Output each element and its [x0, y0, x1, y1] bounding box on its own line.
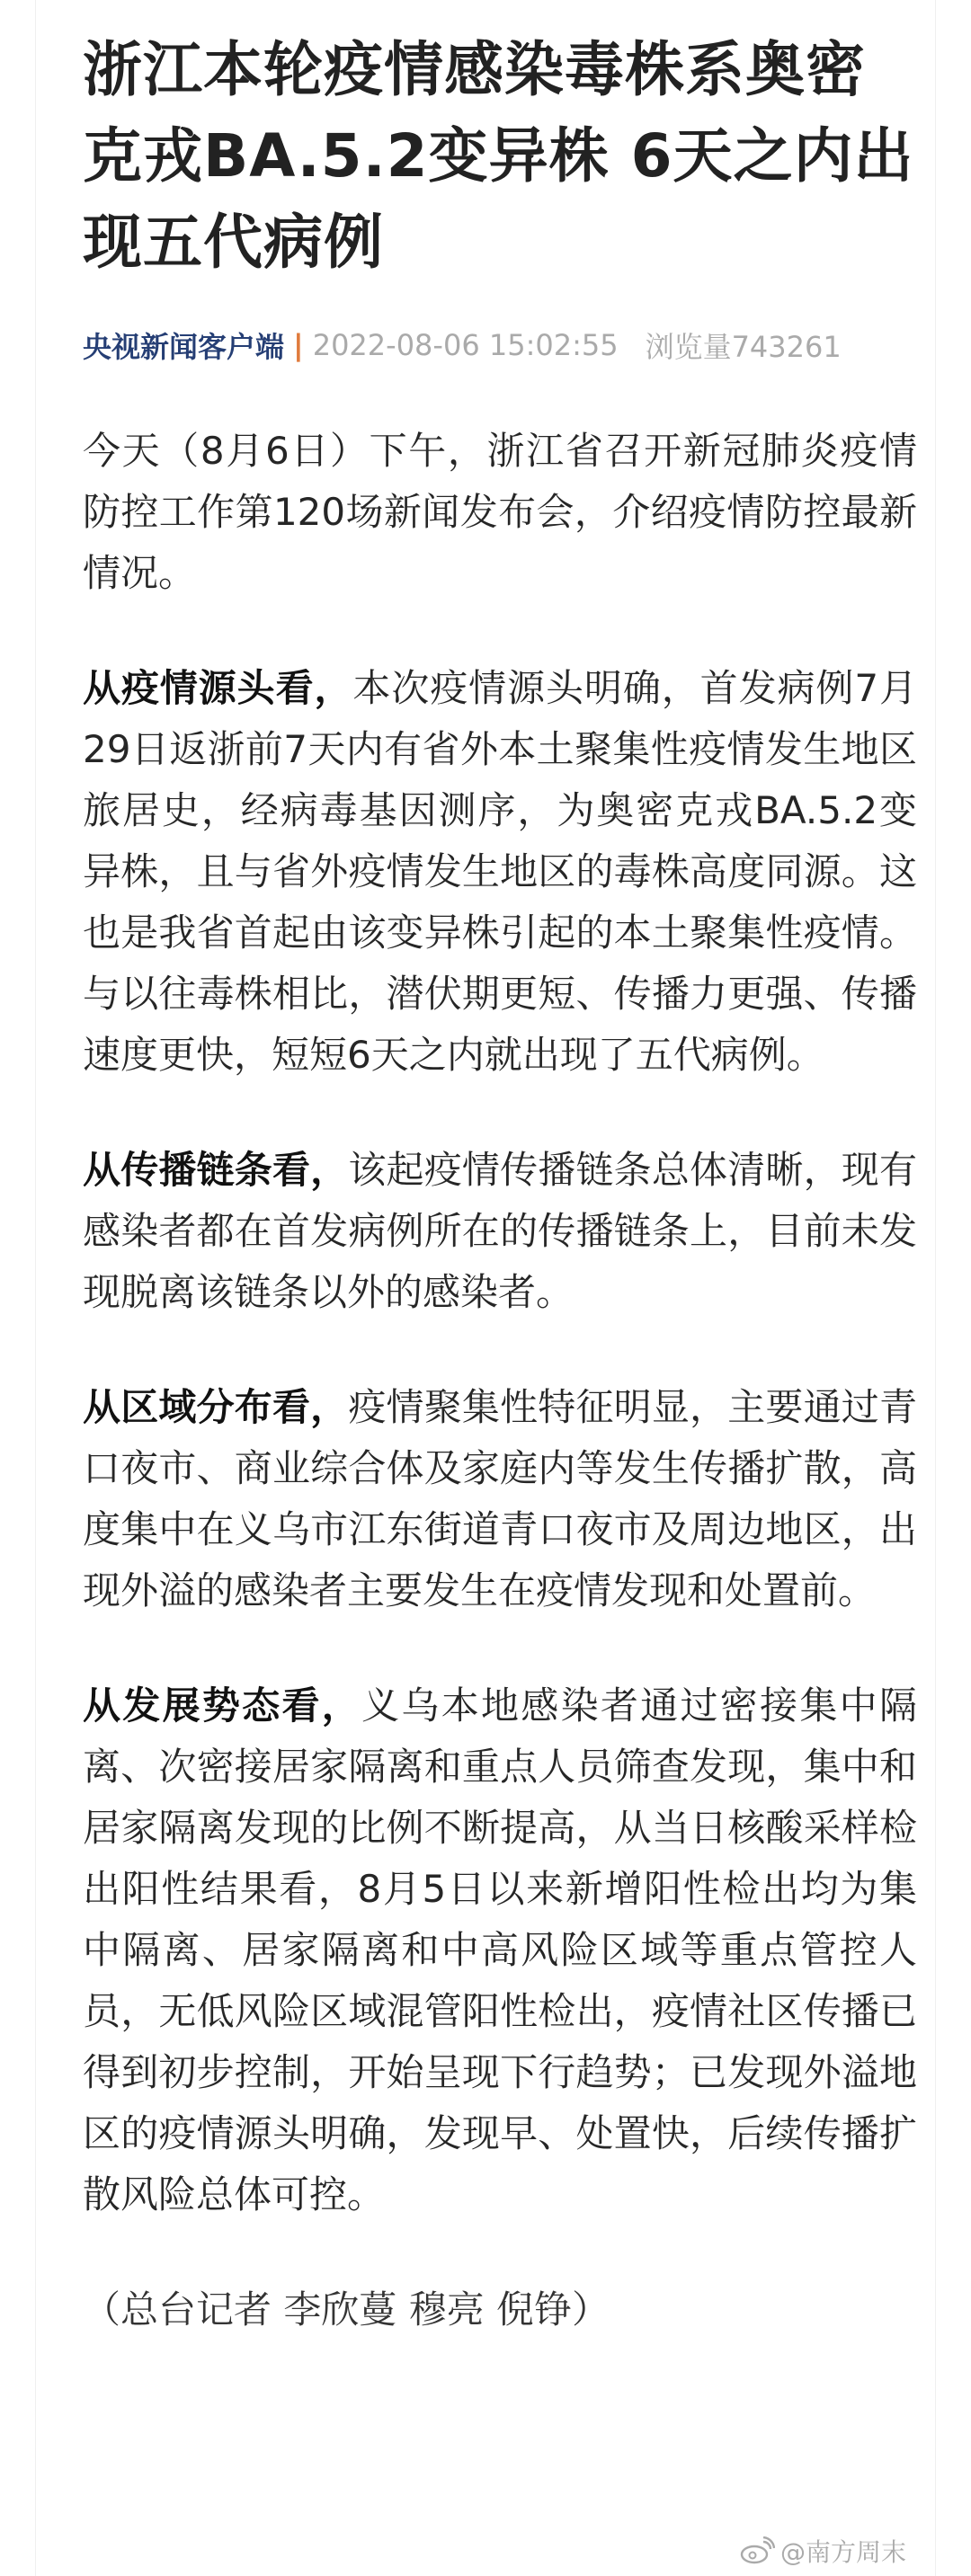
- section-paragraph: [83, 1377, 917, 1621]
- publish-timestamp: 2022-08-06 15:02:55: [312, 328, 619, 362]
- section-body: 该起疫情传播链条总体清晰，现有感染者都在首发病例所在的传播链条上，目前未发现脱离该链条以外的感染者。: [83, 1148, 917, 1314]
- section-lead: 从疫情源头看，: [83, 666, 353, 710]
- section-paragraph: [83, 1140, 917, 1323]
- article-meta: [83, 325, 917, 365]
- section-body: 义乌本地感染者通过密接集中隔离、次密接居家隔离和重点人员筛查发现，集中和居家隔离发现的比例不断提高，从当日核酸采样检出阳性结果看，8月5日以来新增阳性检出均为集中隔离、居家隔离和中高风险区域等重点管控人员，无低风险区域混管阳性检出，疫情社区传播已得到初步控制，开始呈现下行趋势；已发现外溢地区的疫情源头明确，发现早、处置快，后续传播扩散风险总体可控。: [83, 1683, 917, 2216]
- reporter-byline: （总台记者 李欣蔓 穆亮 倪铮）: [83, 2287, 610, 2332]
- article-body: [83, 421, 917, 2341]
- section-body: 本次疫情源头明确，首发病例7月29日返浙前7天内有省外本土聚集性疫情发生地区旅居史，经病毒基因测序，为奥密克戎BA.5.2变异株，且与省外疫情发生地区的毒株高度同源。这也是我省首起由该变异株引起的本土聚集性疫情。与以往毒株相比，潜伏期更短、传播力更强、传播速度更快，短短6天之内就出现了五代病例。: [83, 666, 917, 1077]
- source-name[interactable]: 央视新闻客户端: [83, 330, 285, 364]
- section-body: 疫情聚集性特征明显，主要通过青口夜市、商业综合体及家庭内等发生传播扩散，高度集中在义乌市江东街道青口夜市及周边地区，出现外溢的感染者主要发生在疫情发现和处置前。: [83, 1385, 917, 1612]
- article-page: [36, 0, 935, 2576]
- weibo-watermark: [739, 2533, 906, 2569]
- section-lead: 从传播链条看，: [83, 1148, 349, 1192]
- view-count: 浏览量743261: [645, 330, 842, 364]
- watermark-text: @南方周末: [779, 2537, 906, 2567]
- weibo-icon: [739, 2536, 775, 2565]
- article-content: [36, 0, 935, 2341]
- meta-separator: |: [293, 328, 304, 362]
- section-paragraph: [83, 658, 917, 1086]
- section-paragraph: [83, 1675, 917, 2225]
- section-lead: 从区域分布看，: [83, 1385, 349, 1429]
- intro-paragraph: 今天（8月6日）下午，浙江省召开新冠肺炎疫情防控工作第120场新闻发布会，介绍疫情防控最新情况。: [83, 429, 917, 595]
- article-title: 浙江本轮疫情感染毒株系奥密克戎BA.5.2变异株 6天之内出现五代病例: [83, 35, 914, 277]
- section-lead: 从发展势态看，: [83, 1683, 362, 1728]
